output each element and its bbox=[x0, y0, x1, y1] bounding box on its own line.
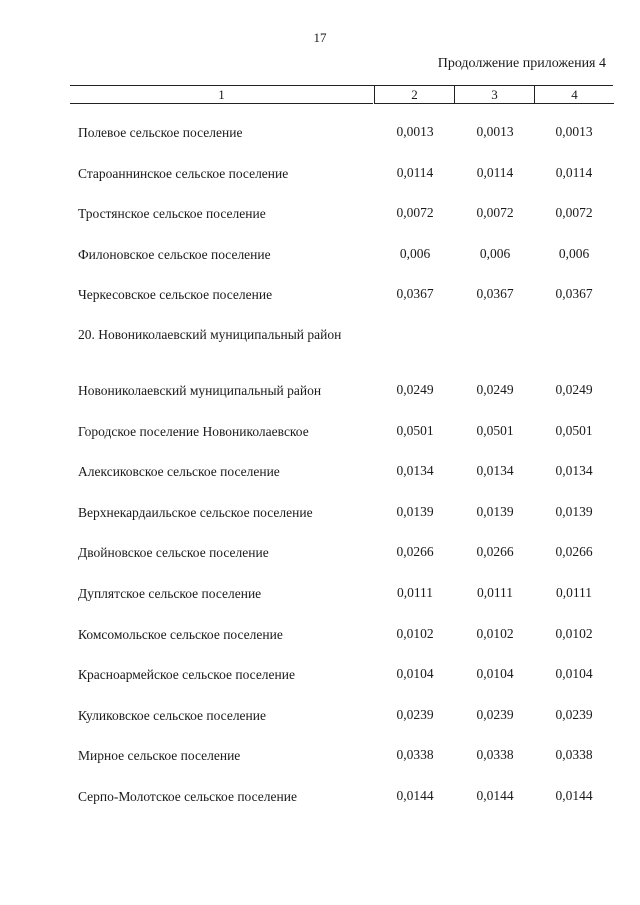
row-value-col3: 0,0367 bbox=[476, 286, 514, 301]
section-heading: 20. Новониколаевский муниципальный район bbox=[78, 327, 342, 342]
row-value-col3: 0,0338 bbox=[476, 747, 514, 762]
row-value-col3: 0,0139 bbox=[476, 504, 514, 519]
row-value-col4: 0,0134 bbox=[555, 463, 593, 478]
row-name: Дуплятское сельское поселение bbox=[78, 586, 262, 601]
row-value-col4: 0,0367 bbox=[555, 286, 593, 301]
column-header-4: 4 bbox=[534, 85, 614, 104]
row-value-col4: 0,0501 bbox=[555, 423, 593, 438]
row-value-col4: 0,0102 bbox=[555, 626, 593, 641]
row-value-col2: 0,0144 bbox=[396, 788, 434, 803]
row-value-col3: 0,0111 bbox=[476, 585, 514, 600]
row-value-col2: 0,0102 bbox=[396, 626, 434, 641]
row-name: Филоновское сельское поселение bbox=[78, 247, 271, 262]
row-value-col4: 0,0013 bbox=[555, 124, 593, 139]
row-value-col3: 0,0266 bbox=[476, 544, 514, 559]
row-value-col4: 0,0114 bbox=[555, 165, 593, 180]
row-name: Полевое сельское поселение bbox=[78, 125, 243, 140]
row-value-col2: 0,0239 bbox=[396, 707, 434, 722]
row-name: Городское поселение Новониколаевское bbox=[78, 424, 309, 439]
row-value-col2: 0,0139 bbox=[396, 504, 434, 519]
row-value-col3: 0,0501 bbox=[476, 423, 514, 438]
row-value-col3: 0,0072 bbox=[476, 205, 514, 220]
row-value-col4: 0,0139 bbox=[555, 504, 593, 519]
row-value-col2: 0,0266 bbox=[396, 544, 434, 559]
page-number: 17 bbox=[313, 30, 327, 45]
row-value-col3: 0,0134 bbox=[476, 463, 514, 478]
row-name: Двойновское сельское поселение bbox=[78, 545, 269, 560]
column-header-2: 2 bbox=[374, 85, 454, 104]
row-name: Мирное сельское поселение bbox=[78, 748, 241, 763]
row-value-col4: 0,0144 bbox=[555, 788, 593, 803]
row-value-col3: 0,0144 bbox=[476, 788, 514, 803]
row-value-col4: 0,006 bbox=[558, 246, 590, 261]
row-value-col2: 0,0249 bbox=[396, 382, 434, 397]
row-value-col4: 0,0239 bbox=[555, 707, 593, 722]
row-value-col3: 0,0102 bbox=[476, 626, 514, 641]
row-name: Черкесовское сельское поселение bbox=[78, 287, 273, 302]
row-value-col3: 0,0114 bbox=[476, 165, 514, 180]
row-value-col4: 0,0104 bbox=[555, 666, 593, 681]
row-value-col3: 0,0249 bbox=[476, 382, 514, 397]
row-name: Алексиковское сельское поселение bbox=[78, 464, 280, 479]
row-value-col2: 0,0104 bbox=[396, 666, 434, 681]
row-name: Куликовское сельское поселение bbox=[78, 708, 266, 723]
row-value-col3: 0,0013 bbox=[476, 124, 514, 139]
row-value-col2: 0,0114 bbox=[396, 165, 434, 180]
column-header-1: 1 bbox=[70, 85, 373, 104]
row-name: Комсомольское сельское поселение bbox=[78, 627, 283, 642]
row-value-col2: 0,0111 bbox=[396, 585, 434, 600]
row-value-col2: 0,006 bbox=[399, 246, 431, 261]
row-value-col2: 0,0072 bbox=[396, 205, 434, 220]
row-value-col4: 0,0072 bbox=[555, 205, 593, 220]
row-name: Новониколаевский муниципальный район bbox=[78, 383, 322, 398]
column-header-3: 3 bbox=[454, 85, 534, 104]
row-value-col2: 0,0501 bbox=[396, 423, 434, 438]
row-value-col4: 0,0111 bbox=[555, 585, 593, 600]
row-value-col4: 0,0338 bbox=[555, 747, 593, 762]
row-value-col2: 0,0013 bbox=[396, 124, 434, 139]
continuation-label: Продолжение приложения 4 bbox=[437, 56, 606, 71]
row-name: Тростянское сельское поселение bbox=[78, 206, 266, 221]
row-value-col2: 0,0134 bbox=[396, 463, 434, 478]
row-name: Верхнекардаильское сельское поселение bbox=[78, 505, 313, 520]
row-name: Староаннинское сельское поселение bbox=[78, 166, 289, 181]
row-value-col3: 0,0239 bbox=[476, 707, 514, 722]
row-value-col3: 0,006 bbox=[479, 246, 511, 261]
row-value-col2: 0,0338 bbox=[396, 747, 434, 762]
row-name: Красноармейское сельское поселение bbox=[78, 667, 295, 682]
row-value-col4: 0,0249 bbox=[555, 382, 593, 397]
row-value-col3: 0,0104 bbox=[476, 666, 514, 681]
row-value-col2: 0,0367 bbox=[396, 286, 434, 301]
row-name: Серпо-Молотское сельское поселение bbox=[78, 789, 297, 804]
row-value-col4: 0,0266 bbox=[555, 544, 593, 559]
